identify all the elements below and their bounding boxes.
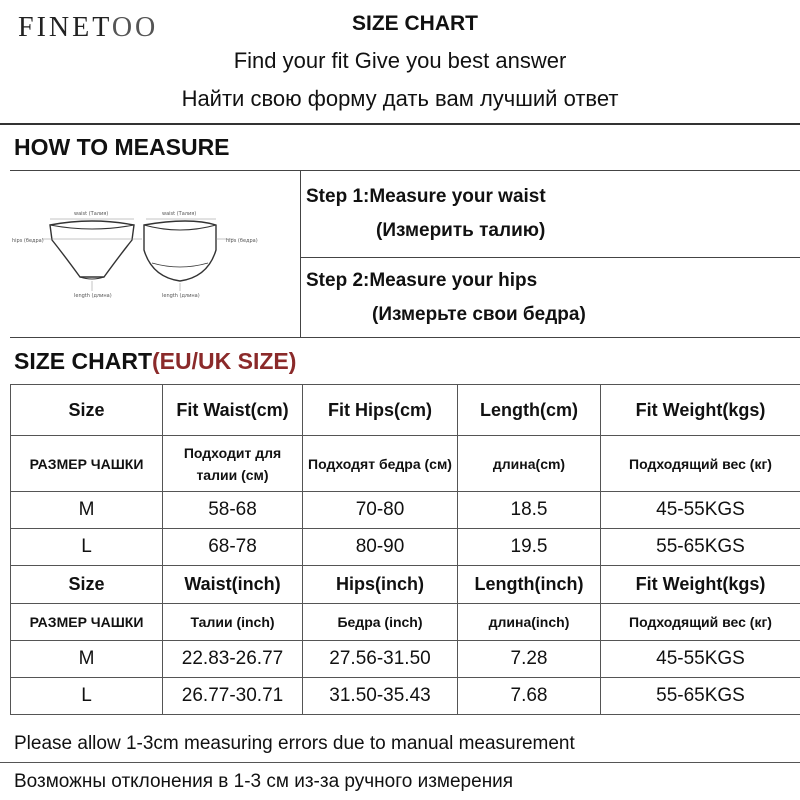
header-cell: Fit Weight(kgs) bbox=[601, 385, 800, 436]
table-header-row bbox=[11, 385, 800, 436]
header-cell: Fit Hips(cm) bbox=[303, 385, 458, 436]
note-en: Please allow 1-3cm measuring errors due to manual measurement bbox=[14, 733, 575, 754]
header-cell-ru: Подходящий вес (кг) bbox=[601, 436, 800, 492]
hips-label-back: hips (бедра) bbox=[226, 238, 258, 244]
table-cell: L bbox=[11, 678, 163, 715]
table-cell: 27.56-31.50 bbox=[303, 641, 458, 678]
table-cell: 7.28 bbox=[458, 641, 601, 678]
table-row bbox=[11, 492, 800, 529]
hips-label: hips (бедра) bbox=[12, 238, 44, 244]
divider bbox=[300, 170, 301, 338]
size-chart-heading bbox=[14, 348, 296, 375]
divider bbox=[300, 257, 800, 258]
size-chart-heading-main: SIZE CHART bbox=[14, 348, 152, 374]
header-cell: Size bbox=[11, 385, 163, 436]
table-cell: 68-78 bbox=[163, 529, 303, 566]
table-cell: 45-55KGS bbox=[601, 492, 800, 529]
header-cell-ru: РАЗМЕР ЧАШКИ bbox=[11, 604, 163, 641]
header-cell: Length(inch) bbox=[458, 566, 601, 604]
table-cell: 55-65KGS bbox=[601, 529, 800, 566]
table-cell: 31.50-35.43 bbox=[303, 678, 458, 715]
header-cell: Waist(inch) bbox=[163, 566, 303, 604]
table-cell: M bbox=[11, 641, 163, 678]
table-row bbox=[11, 641, 800, 678]
table-cell: M bbox=[11, 492, 163, 529]
header-cell-ru: длина(inch) bbox=[458, 604, 601, 641]
panties-measurement-diagram bbox=[12, 195, 282, 305]
step1-en: Step 1:Measure your waist bbox=[306, 186, 546, 207]
header-cell-ru: длина(cm) bbox=[458, 436, 601, 492]
header-cell-ru: Талии (inch) bbox=[163, 604, 303, 641]
table-cell: 55-65KGS bbox=[601, 678, 800, 715]
step2-en: Step 2:Measure your hips bbox=[306, 270, 538, 291]
table-row bbox=[11, 678, 800, 715]
table-cell: 80-90 bbox=[303, 529, 458, 566]
header-cell: Hips(inch) bbox=[303, 566, 458, 604]
brand-light: OO bbox=[111, 12, 159, 43]
table-cell: 18.5 bbox=[458, 492, 601, 529]
header-cell: Length(cm) bbox=[458, 385, 601, 436]
table-cell: 58-68 bbox=[163, 492, 303, 529]
brand-main: FINET bbox=[18, 12, 112, 43]
header-cell: Fit Waist(cm) bbox=[163, 385, 303, 436]
divider bbox=[0, 123, 800, 125]
header-cell-ru: Подходящий вес (кг) bbox=[601, 604, 800, 641]
table-cell: 22.83-26.77 bbox=[163, 641, 303, 678]
waist-label-back: waist (Талия) bbox=[162, 211, 197, 217]
step2-ru: (Измерьте свои бедра) bbox=[372, 304, 586, 325]
waist-label: waist (Талия) bbox=[74, 211, 109, 217]
length-label: length (длина) bbox=[74, 293, 112, 299]
subtitle-en: Find your fit Give you best answer bbox=[233, 48, 567, 73]
divider bbox=[0, 762, 800, 763]
table-cell: 45-55KGS bbox=[601, 641, 800, 678]
header-cell-ru: Бедра (inch) bbox=[303, 604, 458, 641]
header-cell: Fit Weight(kgs) bbox=[601, 566, 800, 604]
header-cell-ru: РАЗМЕР ЧАШКИ bbox=[11, 436, 163, 492]
header-cell-ru: Подходят бедра (см) bbox=[303, 436, 458, 492]
brand-logo bbox=[18, 12, 158, 44]
table-cell: 26.77-30.71 bbox=[163, 678, 303, 715]
table-cell: L bbox=[11, 529, 163, 566]
how-to-measure-heading: HOW TO MEASURE bbox=[14, 134, 230, 160]
table-header-row-inch bbox=[11, 566, 800, 604]
step1-ru: (Измерить талию) bbox=[376, 220, 546, 241]
table-cell: 7.68 bbox=[458, 678, 601, 715]
size-table bbox=[10, 384, 800, 715]
length-label-back: length (длина) bbox=[162, 293, 200, 299]
table-row bbox=[11, 529, 800, 566]
table-cell: 70-80 bbox=[303, 492, 458, 529]
note-ru: Возможны отклонения в 1-3 см из-за ручного измерения bbox=[14, 771, 514, 792]
table-header-row-inch-ru bbox=[11, 604, 800, 641]
page-title: SIZE CHART bbox=[352, 12, 478, 35]
subtitle-ru: Найти свою форму дать вам лучший ответ bbox=[181, 86, 619, 111]
size-chart-heading-accent: (EU/UK SIZE) bbox=[152, 348, 297, 374]
header-cell: Size bbox=[11, 566, 163, 604]
table-cell: 19.5 bbox=[458, 529, 601, 566]
table-header-row-ru bbox=[11, 436, 800, 492]
header-cell-ru: Подходит для талии (см) bbox=[163, 436, 303, 492]
